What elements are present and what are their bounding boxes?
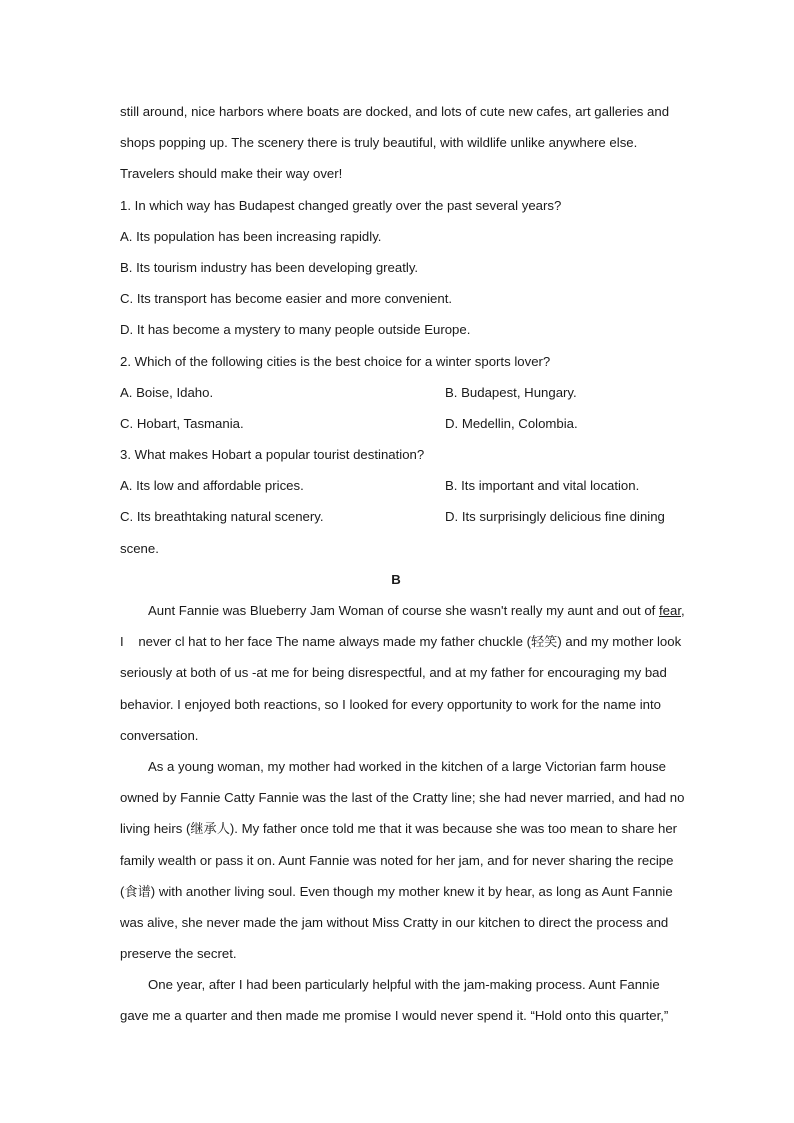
section-b-heading: B: [391, 571, 401, 587]
question-3-option-c: C. Its breathtaking natural scenery.: [120, 509, 324, 525]
document-page: [120, 96, 685, 1032]
intro-line-3: Travelers should make their way over!: [120, 166, 343, 182]
intro-line-1: still around, nice harbors where boats are docked, and lots of cute new cafes, art galleries and: [120, 104, 670, 119]
paragraph-2-line-7: preserve the secret.: [120, 946, 237, 962]
question-1-option-d: D. It has become a mystery to many people outside Europe.: [120, 322, 471, 338]
paragraph-2-line-6: was alive, she never made the jam without Miss Cratty in our kitchen to direct the process and: [120, 914, 669, 930]
intro-line-2: shops popping up. The scenery there is truly beautiful, with wildlife unlike anywhere else.: [120, 135, 638, 151]
question-1-option-c: C. Its transport has become easier and more convenient.: [120, 291, 453, 307]
paragraph-3-line-1: One year, after I had been particularly helpful with the jam-making process. Aunt Fannie: [148, 977, 660, 993]
paragraph-1-line-4: behavior. I enjoyed both reactions, so I looked for every opportunity to work for the name into: [120, 696, 661, 712]
underlined-word-fear: fear: [658, 603, 681, 618]
paragraph-1-line-2: I never cl hat to her face The name always made my father chuckle (轻笑) and my mother look: [120, 634, 682, 650]
question-3-row-ab: [120, 470, 672, 501]
question-2-row-cd: [120, 408, 672, 439]
question-2-row-ab: [120, 377, 672, 408]
question-3-stem: 3. What makes Hobart a popular tourist destination?: [120, 447, 425, 463]
question-2-option-a: A. Boise, Idaho.: [120, 384, 214, 400]
paragraph-2-line-2: owned by Fannie Catty Fannie was the last of the Cratty line; she had never married, and had no: [120, 790, 685, 806]
question-3-option-d-continued: scene.: [120, 540, 159, 556]
paragraph-2-line-1: As a young woman, my mother had worked in the kitchen of a large Victorian farm house: [148, 758, 667, 774]
paragraph-3-line-2: gave me a quarter and then made me promise I would never spend it. “Hold onto this quarter,”: [120, 1008, 669, 1024]
paragraph-2-line-4: family wealth or pass it on. Aunt Fannie was noted for her jam, and for never sharing the recipe: [120, 852, 674, 868]
question-1-option-b: B. Its tourism industry has been developing greatly.: [120, 259, 419, 275]
paragraph-2-line-5: (食谱) with another living soul. Even though my mother knew it by hear, as long as Aunt Fannie: [120, 883, 673, 899]
paragraph-1-line-3: seriously at both of us -at me for being disrespectful, and at my father for encouraging my bad: [120, 665, 667, 681]
paragraph-1-line-5: conversation.: [120, 727, 199, 743]
question-1-stem: 1. In which way has Budapest changed greatly over the past several years?: [120, 197, 562, 213]
question-3-option-a: A. Its low and affordable prices.: [120, 478, 304, 494]
question-2-option-b: B. Budapest, Hungary.: [445, 384, 577, 400]
question-2-stem: 2. Which of the following cities is the best choice for a winter sports lover?: [120, 353, 551, 369]
question-1-option-a: A. Its population has been increasing rapidly.: [120, 228, 382, 244]
question-3-option-b: B. Its important and vital location.: [445, 478, 640, 494]
paragraph-1-line-1-text: Aunt Fannie was Blueberry Jam Woman of course she wasn't really my aunt and out of: [148, 603, 659, 618]
paragraph-1-line-1-end: ,: [680, 603, 685, 618]
question-2-option-d: D. Medellin, Colombia.: [445, 415, 578, 431]
question-2-option-c: C. Hobart, Tasmania.: [120, 415, 244, 431]
paragraph-1-line-1: [120, 595, 685, 626]
question-3-option-d: D. Its surprisingly delicious fine dining: [445, 509, 665, 525]
paragraph-2-line-3: living heirs (继承人). My father once told me that it was because she was too mean to share her: [120, 821, 678, 837]
question-3-row-cd: [120, 501, 672, 532]
